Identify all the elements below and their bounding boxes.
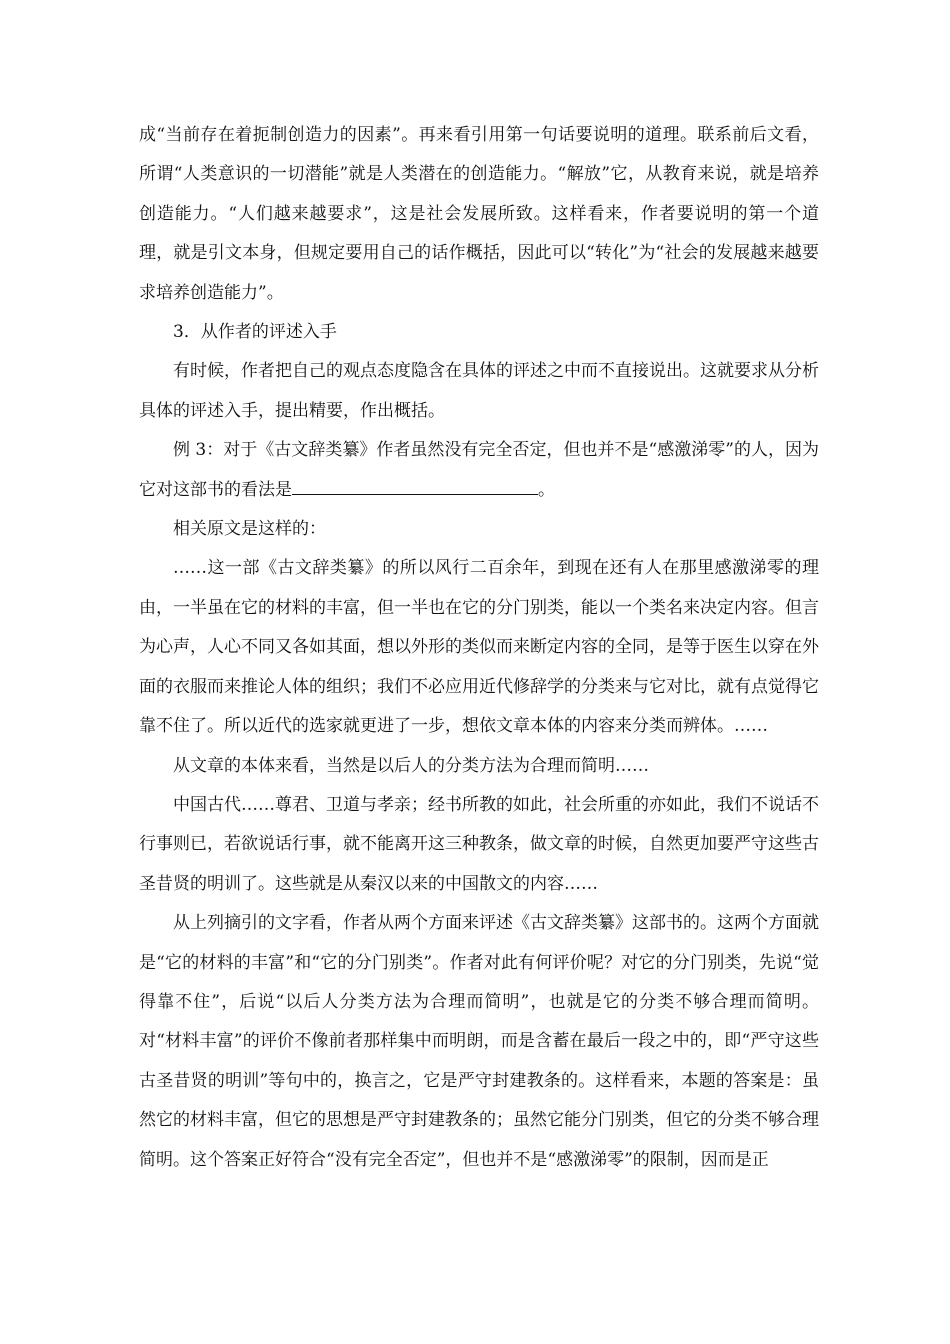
- document-body: [139, 116, 819, 1180]
- quoted-passage-1: ……这一部《古文辞类纂》的所以风行二百余年，到现在还有人在那里感激涕零的理由，一半虽在它的材料的丰富，但一半也在它的分门别类，能以一个类名来决定内容。但言为心声，人心不同又各如其面，想以外形的类似而来断定内容的全同，是等于医生以穿在外面的衣服而来推论人体的组织；我们不必应用近代修辞学的分类来与它对比，就有点觉得它靠不住了。所以近代的选家就更进了一步，想依文章本体的内容来分类而辨体。……: [139, 558, 819, 737]
- quoted-passage-2: 从文章的本体来看，当然是以后人的分类方法为合理而简明……: [173, 755, 649, 776]
- example-3-end: 。: [538, 479, 555, 500]
- quoted-passage-3: 中国古代……尊君、卫道与孝亲；经书所教的如此，社会所重的亦如此，我们不说话不行事则已，若欲说话行事，就不能离开这三种教条，做文章的时候，自然更加要严守这些古圣昔贤的明训了。这些就是从秦汉以来的中国散文的内容……: [139, 794, 819, 894]
- paragraph-intro: 有时候，作者把自己的观点态度隐含在具体的评述之中而不直接说出。这就要求从分析具体的评述入手，提出精要，作出概括。: [139, 361, 819, 421]
- paragraph-continuation: 成“当前存在着扼制创造力的因素”。再来看引用第一句话要说明的道理。联系前后文看，所谓“人类意识的一切潜能”就是人类潜在的创造能力。“解放”它，从教育来说，就是培养创造能力。“人们越来越要求”，这是社会发展所致。这样看来，作者要说明的第一个道理，就是引文本身，但规定要用自己的话作概括，因此可以“转化”为“社会的发展越来越要求培养创造能力”。: [139, 125, 819, 303]
- paragraph-source-intro: 相关原文是这样的：: [173, 519, 326, 540]
- example-3-text: 例 3：对于《古文辞类纂》作者虽然没有完全否定，但也并不是“感激涕零”的人，因为它对这部书的看法是: [139, 440, 819, 500]
- example-3-question: [139, 431, 819, 510]
- analysis-paragraph: 从上列摘引的文字看，作者从两个方面来评述《古文辞类纂》这部书的。这两个方面就是“它的材料的丰富”和“它的分门别类”。作者对此有何评价呢？对它的分门别类，先说“觉得靠不住”，后说“以后人分类方法为合理而简明”，也就是它的分类不够合理而简明。对“材料丰富”的评价不像前者那样集中而明朗，而是含蓄在最后一段之中的，即“严守这些古圣昔贤的明训”等句中的，换言之，它是严守封建教条的。这样看来，本题的答案是：虽然它的材料丰富，但它的思想是严守封建教条的；虽然它能分门别类，但它的分类不够合理简明。这个答案正好符合“没有完全否定”，但也并不是“感激涕零”的限制，因而是正: [139, 913, 819, 1170]
- section-heading-3: 3．从作者的评述入手: [173, 322, 337, 343]
- answer-blank[interactable]: [292, 476, 538, 495]
